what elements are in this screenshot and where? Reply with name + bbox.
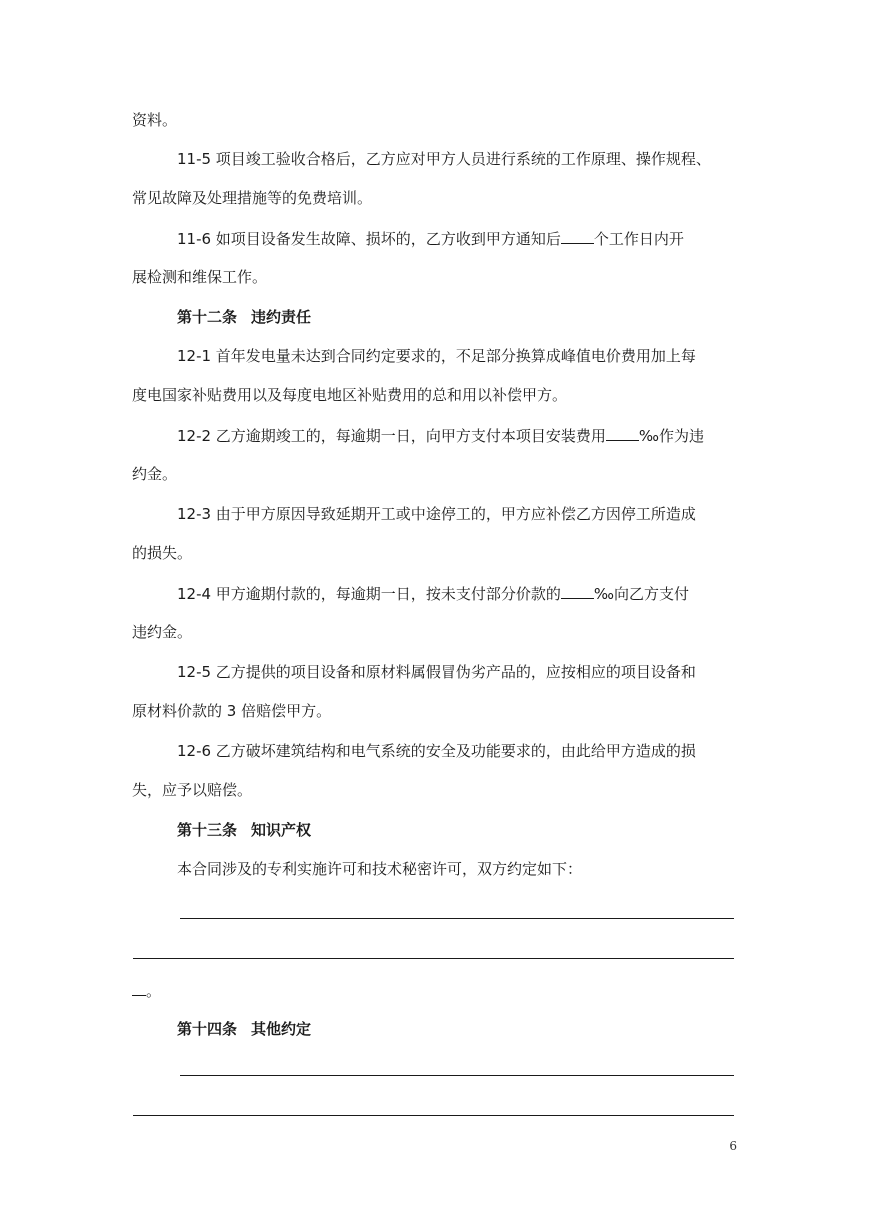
paragraph-line: 资料。 xyxy=(132,111,178,129)
article-13-number: 第十三条 xyxy=(177,821,238,839)
fill-line-other-terms-2[interactable] xyxy=(133,1115,734,1116)
article-12-heading xyxy=(177,307,737,327)
clause-12-5: 12-5 乙方提供的项目设备和原材料属假冒伪劣产品的，应按相应的项目设备和 xyxy=(177,663,696,681)
clause-12-6: 12-6 乙方破坏建筑结构和电气系统的安全及功能要求的，由此给甲方造成的损 xyxy=(177,742,696,760)
fill-line-other-terms-1[interactable] xyxy=(180,1075,734,1076)
clause-12-2-text-end: ‰作为违 xyxy=(638,427,704,445)
article-14-number: 第十四条 xyxy=(177,1020,238,1038)
clause-11-6-text-end: 个工作日内开 xyxy=(593,230,684,248)
paragraph-line: 展检测和维保工作。 xyxy=(132,268,268,286)
fill-line-ip-terms-2[interactable] xyxy=(133,958,734,959)
article-14-title: 其他约定 xyxy=(251,1020,312,1038)
article-14-heading xyxy=(177,1019,737,1039)
paragraph-line: 的损失。 xyxy=(132,544,193,562)
fill-line-ip-terms-1[interactable] xyxy=(180,918,734,919)
paragraph-line: 常见故障及处理措施等的免费培训。 xyxy=(132,189,373,207)
ip-terms-end xyxy=(132,980,737,1001)
paragraph-line: 约金。 xyxy=(132,465,178,483)
paragraph-line: 度电国家补贴费用以及每度电地区补贴费用的总和用以补偿甲方。 xyxy=(132,386,568,404)
article-13-title: 知识产权 xyxy=(251,821,312,839)
clause-11-6-text-start: 11-6 如项目设备发生故障、损坏的，乙方收到甲方通知后 xyxy=(177,230,561,248)
clause-11-6 xyxy=(177,228,737,249)
fill-blank-late-payment-rate[interactable] xyxy=(561,583,594,599)
fill-line-ip-terms-3[interactable] xyxy=(132,980,146,996)
article-12-title: 违约责任 xyxy=(251,308,312,326)
clause-12-2 xyxy=(177,425,737,446)
ip-terms-period: 。 xyxy=(146,982,162,1000)
clause-12-4 xyxy=(177,583,737,604)
article-13-body: 本合同涉及的专利实施许可和技术秘密许可，双方约定如下： xyxy=(177,860,583,878)
clause-12-3: 12-3 由于甲方原因导致延期开工或中途停工的，甲方应补偿乙方因停工所造成 xyxy=(177,505,696,523)
clause-12-2-text-start: 12-2 乙方逾期竣工的，每逾期一日，向甲方支付本项目安装费用 xyxy=(177,427,606,445)
fill-blank-penalty-rate[interactable] xyxy=(606,425,639,441)
clause-12-4-text-start: 12-4 甲方逾期付款的，每逾期一日，按未支付部分价款的 xyxy=(177,585,561,603)
page-number: 6 xyxy=(729,1139,737,1153)
paragraph-line: 原材料价款的 3 倍赔偿甲方。 xyxy=(132,702,332,720)
clause-12-4-text-end: ‰向乙方支付 xyxy=(593,585,689,603)
paragraph-line: 违约金。 xyxy=(132,623,193,641)
article-13-heading xyxy=(177,820,737,840)
clause-11-5: 11-5 项目竣工验收合格后，乙方应对甲方人员进行系统的工作原理、操作规程、 xyxy=(177,150,711,168)
paragraph-line: 失，应予以赔偿。 xyxy=(132,781,253,799)
article-12-number: 第十二条 xyxy=(177,308,238,326)
clause-12-1: 12-1 首年发电量未达到合同约定要求的，不足部分换算成峰值电价费用加上每 xyxy=(177,347,696,365)
fill-blank-workdays[interactable] xyxy=(561,228,594,244)
